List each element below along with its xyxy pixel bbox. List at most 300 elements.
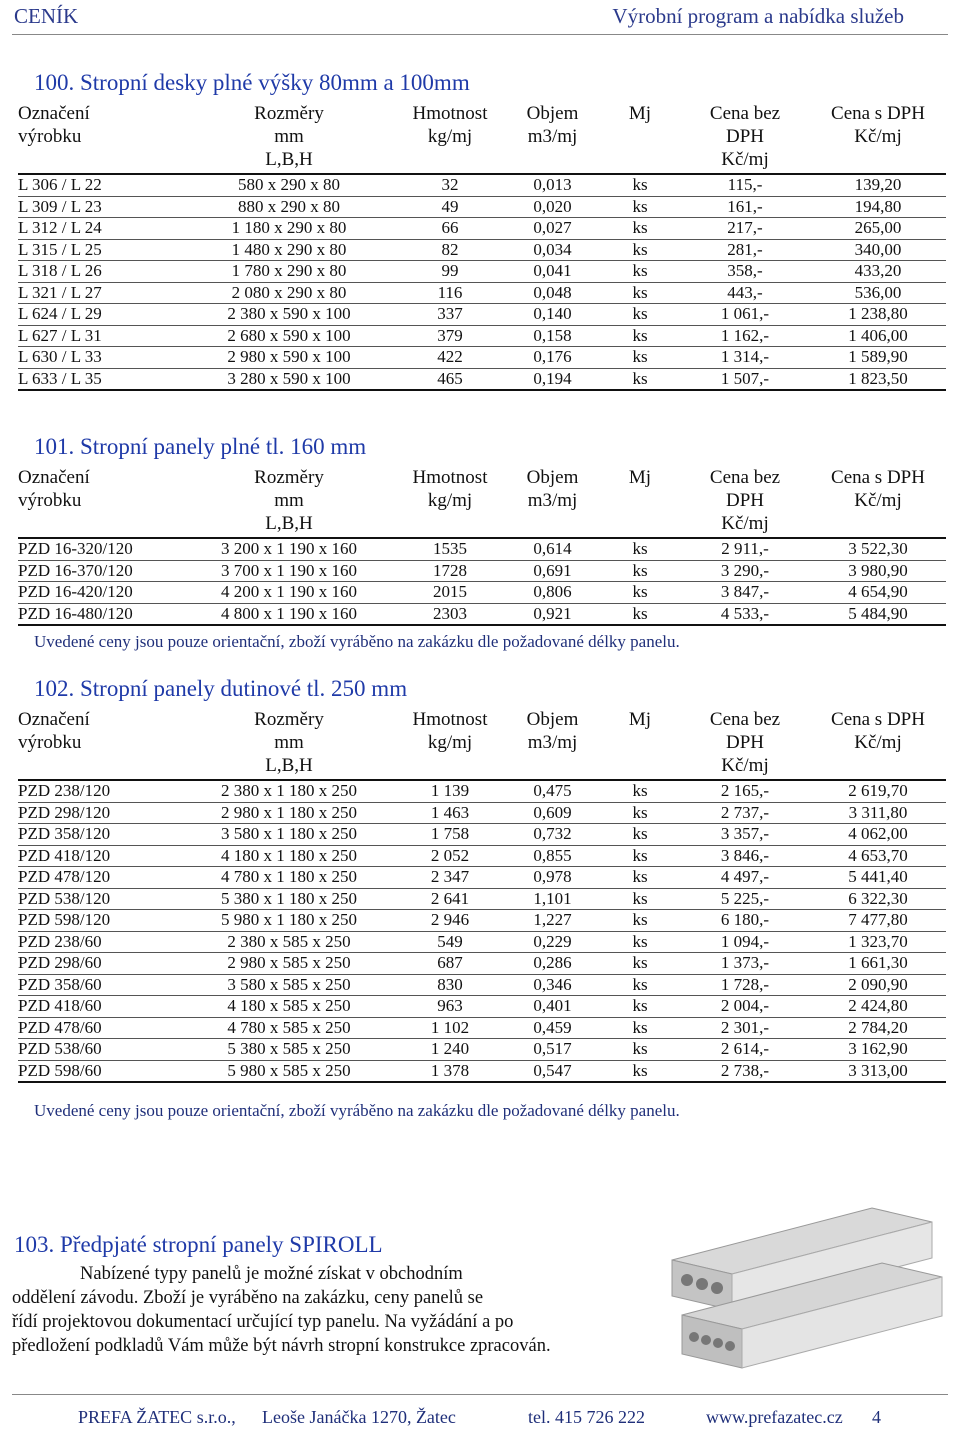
table-cell: PZD 238/60 [18, 931, 183, 953]
table-cell: 0,614 [505, 538, 600, 560]
table-cell: 2 424,80 [810, 996, 946, 1018]
table-cell: 0,013 [505, 174, 600, 196]
column-header-line: výrobku [18, 126, 82, 147]
table-row [18, 1039, 946, 1061]
table-header-row [18, 466, 946, 538]
table-cell: ks [600, 239, 680, 261]
column-header-line: L,B,H [265, 149, 313, 170]
table-row [18, 261, 946, 283]
table-cell: 0,609 [505, 802, 600, 824]
table-cell: 0,691 [505, 560, 600, 582]
column-header-line: m3/mj [527, 126, 578, 147]
column-header-line: Cena bez [709, 103, 781, 124]
table-cell: ks [600, 282, 680, 304]
column-header [680, 102, 810, 174]
section-100-title: 100. Stropní desky plné výšky 80mm a 100mm [34, 70, 470, 95]
table-cell: 3 847,- [680, 582, 810, 604]
column-header-line: Cena s DPH [831, 467, 925, 488]
column-header [810, 102, 946, 174]
table-cell: L 312 / L 24 [18, 218, 183, 240]
table-cell: 1 758 [395, 824, 505, 846]
table-cell: 5 980 x 1 180 x 250 [183, 910, 395, 932]
table-cell: 2 980 x 590 x 100 [183, 347, 395, 369]
column-header-line: Rozměry [254, 467, 324, 488]
table-cell: 549 [395, 931, 505, 953]
table-cell: 2015 [395, 582, 505, 604]
table-row [18, 996, 946, 1018]
table-cell: 536,00 [810, 282, 946, 304]
table-cell: ks [600, 1060, 680, 1082]
table-cell: 2 641 [395, 888, 505, 910]
table-row [18, 239, 946, 261]
column-header-line: Hmotnost [412, 467, 488, 488]
table-header-row [18, 708, 946, 780]
column-header [600, 466, 680, 538]
table-cell: 161,- [680, 196, 810, 218]
table-cell: 830 [395, 974, 505, 996]
table-cell: 3 200 x 1 190 x 160 [183, 538, 395, 560]
table-row [18, 802, 946, 824]
column-header [183, 466, 395, 538]
table-cell: 116 [395, 282, 505, 304]
table-cell: 0,158 [505, 325, 600, 347]
table-cell: PZD 538/120 [18, 888, 183, 910]
section-101-table [18, 466, 946, 626]
table-cell: 4 497,- [680, 867, 810, 889]
table-cell: 3 846,- [680, 845, 810, 867]
table-cell: 1535 [395, 538, 505, 560]
table-cell: 0,346 [505, 974, 600, 996]
footer-phone: tel. 415 726 222 [528, 1407, 645, 1427]
table-row [18, 325, 946, 347]
table-row [18, 560, 946, 582]
column-header-line: Kč/mj [854, 126, 902, 147]
section-102-table [18, 708, 946, 1083]
table-cell: 217,- [680, 218, 810, 240]
header-title: CENÍK [14, 4, 79, 28]
table-cell: 1 589,90 [810, 347, 946, 369]
column-header-line: Označení [18, 467, 90, 488]
table-cell: 433,20 [810, 261, 946, 283]
table-cell: 1 661,30 [810, 953, 946, 975]
table-row [18, 538, 946, 560]
table-cell: 6 322,30 [810, 888, 946, 910]
footer-page-number: 4 [872, 1407, 881, 1427]
footer-address: Leoše Janáčka 1270, Žatec [262, 1407, 456, 1427]
table-cell: 2 614,- [680, 1039, 810, 1061]
table-cell: 5 484,90 [810, 603, 946, 625]
table-row [18, 953, 946, 975]
table-row [18, 888, 946, 910]
column-header-line: mm [274, 126, 304, 147]
column-header-line: Cena bez [709, 709, 781, 730]
column-header-line: Kč/mj [721, 755, 769, 776]
header-divider [12, 34, 948, 35]
column-header [395, 102, 505, 174]
table-cell: ks [600, 218, 680, 240]
table-cell: ks [600, 368, 680, 390]
table-cell: 2 380 x 590 x 100 [183, 304, 395, 326]
table-cell: 5 380 x 585 x 250 [183, 1039, 395, 1061]
table-cell: 0,921 [505, 603, 600, 625]
table-cell: 2 165,- [680, 780, 810, 802]
table-cell: ks [600, 910, 680, 932]
column-header-line: mm [274, 490, 304, 511]
table-cell: 465 [395, 368, 505, 390]
table-cell: PZD 16-320/120 [18, 538, 183, 560]
table-row [18, 845, 946, 867]
table-cell: 358,- [680, 261, 810, 283]
column-header-line: Kč/mj [854, 490, 902, 511]
table-cell: 0,048 [505, 282, 600, 304]
table-cell: PZD 358/120 [18, 824, 183, 846]
column-header-line: Kč/mj [721, 149, 769, 170]
table-row [18, 582, 946, 604]
column-header-line: Objem [526, 103, 579, 124]
column-header [680, 466, 810, 538]
table-cell: 0,176 [505, 347, 600, 369]
table-cell: 281,- [680, 239, 810, 261]
table-cell: 66 [395, 218, 505, 240]
table-header-row [18, 102, 946, 174]
table-cell: 1,227 [505, 910, 600, 932]
table-cell: L 309 / L 23 [18, 196, 183, 218]
column-header [810, 466, 946, 538]
column-header-line: Mj [628, 709, 652, 730]
table-cell: 0,401 [505, 996, 600, 1018]
table-cell: 2 737,- [680, 802, 810, 824]
table-cell: 4 062,00 [810, 824, 946, 846]
table-cell: ks [600, 347, 680, 369]
table-cell: 2 090,90 [810, 974, 946, 996]
table-cell: 1 463 [395, 802, 505, 824]
column-header-line: DPH [725, 126, 764, 147]
table-cell: 1 507,- [680, 368, 810, 390]
table-cell: 0,034 [505, 239, 600, 261]
table-cell: 2 980 x 1 180 x 250 [183, 802, 395, 824]
column-header [18, 102, 183, 174]
table-cell: 1 728,- [680, 974, 810, 996]
column-header [810, 708, 946, 780]
footer-web: www.prefazatec.cz [706, 1407, 843, 1427]
table-row [18, 1017, 946, 1039]
footer-divider [12, 1394, 948, 1395]
column-header [18, 466, 183, 538]
table-cell: ks [600, 582, 680, 604]
table-cell: L 321 / L 27 [18, 282, 183, 304]
table-cell: 4 653,70 [810, 845, 946, 867]
table-row [18, 603, 946, 625]
table-cell: 2 784,20 [810, 1017, 946, 1039]
table-cell: ks [600, 867, 680, 889]
table-cell: L 630 / L 33 [18, 347, 183, 369]
section-103-line: předložení podkladů Vám může být návrh stropní konstrukce zpracován. [12, 1336, 551, 1356]
table-cell: ks [600, 325, 680, 347]
table-cell: 0,194 [505, 368, 600, 390]
table-cell: PZD 598/120 [18, 910, 183, 932]
column-header-line: Rozměry [254, 709, 324, 730]
table-cell: 3 162,90 [810, 1039, 946, 1061]
column-header-line: kg/mj [427, 732, 473, 753]
table-cell: 4 654,90 [810, 582, 946, 604]
table-cell: PZD 16-420/120 [18, 582, 183, 604]
section-103-title: 103. Předpjaté stropní panely SPIROLL [14, 1232, 383, 1257]
table-cell: 1 102 [395, 1017, 505, 1039]
table-cell: PZD 16-480/120 [18, 603, 183, 625]
table-cell: 265,00 [810, 218, 946, 240]
table-cell: PZD 16-370/120 [18, 560, 183, 582]
table-row [18, 174, 946, 196]
table-cell: 0,140 [505, 304, 600, 326]
table-cell: 1 323,70 [810, 931, 946, 953]
column-header-line: Hmotnost [412, 709, 488, 730]
column-header [600, 708, 680, 780]
column-header-line: Objem [526, 467, 579, 488]
column-header-line: DPH [725, 732, 764, 753]
table-cell: 5 441,40 [810, 867, 946, 889]
table-cell: 0,027 [505, 218, 600, 240]
table-cell: 6 180,- [680, 910, 810, 932]
table-cell: 32 [395, 174, 505, 196]
table-cell: 2 004,- [680, 996, 810, 1018]
table-row [18, 282, 946, 304]
column-header-line: mm [274, 732, 304, 753]
table-cell: PZD 298/120 [18, 802, 183, 824]
table-cell: ks [600, 1039, 680, 1061]
table-cell: 443,- [680, 282, 810, 304]
table-cell: 0,806 [505, 582, 600, 604]
table-row [18, 780, 946, 802]
table-cell: 82 [395, 239, 505, 261]
table-cell: 4 533,- [680, 603, 810, 625]
table-cell: 2 347 [395, 867, 505, 889]
section-100-table [18, 102, 946, 391]
table-cell: 1 406,00 [810, 325, 946, 347]
table-cell: L 318 / L 26 [18, 261, 183, 283]
table-cell: 0,732 [505, 824, 600, 846]
column-header-line: DPH [725, 490, 764, 511]
table-cell: ks [600, 1017, 680, 1039]
table-cell: 0,229 [505, 931, 600, 953]
footer-company: PREFA ŽATEC s.r.o., [78, 1407, 236, 1427]
column-header [183, 708, 395, 780]
table-cell: ks [600, 603, 680, 625]
table-cell: 880 x 290 x 80 [183, 196, 395, 218]
table-cell: 3 700 x 1 190 x 160 [183, 560, 395, 582]
column-header-line: Označení [18, 103, 90, 124]
table-cell: 2 080 x 290 x 80 [183, 282, 395, 304]
table-cell: 2 980 x 585 x 250 [183, 953, 395, 975]
column-header-line: kg/mj [427, 126, 473, 147]
section-101-note: Uvedené ceny jsou pouze orientační, zboží vyráběno na zakázku dle požadované délky panelu. [34, 632, 680, 651]
column-header [395, 708, 505, 780]
section-102-title: 102. Stropní panely dutinové tl. 250 mm [34, 676, 408, 701]
table-cell: 1,101 [505, 888, 600, 910]
table-row [18, 368, 946, 390]
table-cell: 2 911,- [680, 538, 810, 560]
table-cell: 4 780 x 585 x 250 [183, 1017, 395, 1039]
table-cell: PZD 238/120 [18, 780, 183, 802]
table-cell: 1 314,- [680, 347, 810, 369]
section-103-text [12, 1262, 642, 1358]
table-cell: 5 980 x 585 x 250 [183, 1060, 395, 1082]
page-header [0, 0, 960, 36]
column-header [18, 708, 183, 780]
table-cell: 0,286 [505, 953, 600, 975]
table-cell: ks [600, 931, 680, 953]
column-header-line: Cena s DPH [831, 103, 925, 124]
column-header-line: Objem [526, 709, 579, 730]
table-cell: 115,- [680, 174, 810, 196]
table-cell: 0,978 [505, 867, 600, 889]
table-cell: 1 378 [395, 1060, 505, 1082]
table-cell: 3 980,90 [810, 560, 946, 582]
table-cell: ks [600, 261, 680, 283]
table-cell: ks [600, 538, 680, 560]
table-cell: PZD 598/60 [18, 1060, 183, 1082]
table-cell: 1 061,- [680, 304, 810, 326]
table-cell: 379 [395, 325, 505, 347]
table-cell: 337 [395, 304, 505, 326]
column-header [505, 102, 600, 174]
table-cell: 4 200 x 1 190 x 160 [183, 582, 395, 604]
table-cell: ks [600, 304, 680, 326]
table-cell: 2 680 x 590 x 100 [183, 325, 395, 347]
table-cell: 194,80 [810, 196, 946, 218]
table-row [18, 347, 946, 369]
table-row [18, 824, 946, 846]
table-cell: 2 946 [395, 910, 505, 932]
table-cell: L 633 / L 35 [18, 368, 183, 390]
table-cell: 422 [395, 347, 505, 369]
table-cell: 2 738,- [680, 1060, 810, 1082]
table-cell: 1 480 x 290 x 80 [183, 239, 395, 261]
table-cell: 0,475 [505, 780, 600, 802]
table-cell: ks [600, 953, 680, 975]
table-row [18, 218, 946, 240]
table-cell: 3 313,00 [810, 1060, 946, 1082]
table-cell: PZD 298/60 [18, 953, 183, 975]
section-103-line: řídí projektovou dokumentací určující typ panelu. Na vyžádání a po [12, 1312, 514, 1332]
table-cell: 4 780 x 1 180 x 250 [183, 867, 395, 889]
column-header-line: Mj [628, 467, 652, 488]
table-cell: 0,020 [505, 196, 600, 218]
table-cell: ks [600, 174, 680, 196]
table-cell: PZD 418/60 [18, 996, 183, 1018]
column-header-line: L,B,H [265, 513, 313, 534]
table-cell: 4 180 x 585 x 250 [183, 996, 395, 1018]
table-row [18, 910, 946, 932]
header-subtitle: Výrobní program a nabídka služeb [612, 4, 904, 28]
table-cell: 0,517 [505, 1039, 600, 1061]
section-102-note: Uvedené ceny jsou pouze orientační, zboží vyráběno na zakázku dle požadované délky panelu. [34, 1101, 680, 1120]
section-101-title: 101. Stropní panely plné tl. 160 mm [34, 434, 367, 459]
table-cell: 1 139 [395, 780, 505, 802]
column-header-line: výrobku [18, 490, 82, 511]
table-cell: 1 162,- [680, 325, 810, 347]
table-cell: ks [600, 974, 680, 996]
column-header [680, 708, 810, 780]
table-cell: 3 280 x 590 x 100 [183, 368, 395, 390]
table-cell: L 306 / L 22 [18, 174, 183, 196]
table-cell: 0,459 [505, 1017, 600, 1039]
column-header-line: Kč/mj [854, 732, 902, 753]
table-cell: 3 357,- [680, 824, 810, 846]
table-cell: L 315 / L 25 [18, 239, 183, 261]
table-cell: 49 [395, 196, 505, 218]
table-cell: L 624 / L 29 [18, 304, 183, 326]
column-header-line: Kč/mj [721, 513, 769, 534]
table-cell: 2303 [395, 603, 505, 625]
table-cell: 2 380 x 585 x 250 [183, 931, 395, 953]
column-header [395, 466, 505, 538]
table-cell: 963 [395, 996, 505, 1018]
table-cell: PZD 358/60 [18, 974, 183, 996]
table-cell: ks [600, 888, 680, 910]
column-header-line: Cena s DPH [831, 709, 925, 730]
spiroll-panel-illustration [642, 1200, 948, 1380]
table-cell: 3 311,80 [810, 802, 946, 824]
table-cell: 3 580 x 1 180 x 250 [183, 824, 395, 846]
table-cell: L 627 / L 31 [18, 325, 183, 347]
table-cell: 3 522,30 [810, 538, 946, 560]
table-cell: 687 [395, 953, 505, 975]
table-cell: 0,547 [505, 1060, 600, 1082]
column-header-line: výrobku [18, 732, 82, 753]
table-cell: 1 240 [395, 1039, 505, 1061]
table-cell: ks [600, 560, 680, 582]
column-header-line: L,B,H [265, 755, 313, 776]
column-header-line: m3/mj [527, 732, 578, 753]
table-cell: 1728 [395, 560, 505, 582]
table-cell: 0,855 [505, 845, 600, 867]
table-cell: 99 [395, 261, 505, 283]
table-cell: 5 225,- [680, 888, 810, 910]
table-cell: 7 477,80 [810, 910, 946, 932]
column-header-line: Rozměry [254, 103, 324, 124]
column-header [505, 466, 600, 538]
table-cell: ks [600, 824, 680, 846]
column-header-line: kg/mj [427, 490, 473, 511]
table-cell: ks [600, 845, 680, 867]
table-cell: ks [600, 196, 680, 218]
table-cell: PZD 478/120 [18, 867, 183, 889]
table-cell: PZD 418/120 [18, 845, 183, 867]
table-cell: 2 619,70 [810, 780, 946, 802]
column-header-line: m3/mj [527, 490, 578, 511]
table-cell: ks [600, 996, 680, 1018]
table-cell: 4 800 x 1 190 x 160 [183, 603, 395, 625]
column-header-line: Cena bez [709, 467, 781, 488]
column-header [505, 708, 600, 780]
section-103-line: oddělení závodu. Zboží je vyráběno na zakázku, ceny panelů se [12, 1288, 484, 1308]
table-cell: 0,041 [505, 261, 600, 283]
table-row [18, 931, 946, 953]
table-cell: 3 290,- [680, 560, 810, 582]
table-row [18, 196, 946, 218]
table-row [18, 304, 946, 326]
table-cell: 1 823,50 [810, 368, 946, 390]
table-cell: PZD 478/60 [18, 1017, 183, 1039]
table-cell: 1 180 x 290 x 80 [183, 218, 395, 240]
table-cell: 580 x 290 x 80 [183, 174, 395, 196]
column-header-line: Mj [628, 103, 652, 124]
table-cell: 1 238,80 [810, 304, 946, 326]
table-cell: 3 580 x 585 x 250 [183, 974, 395, 996]
table-cell: 139,20 [810, 174, 946, 196]
table-cell: ks [600, 802, 680, 824]
column-header-line: Hmotnost [412, 103, 488, 124]
